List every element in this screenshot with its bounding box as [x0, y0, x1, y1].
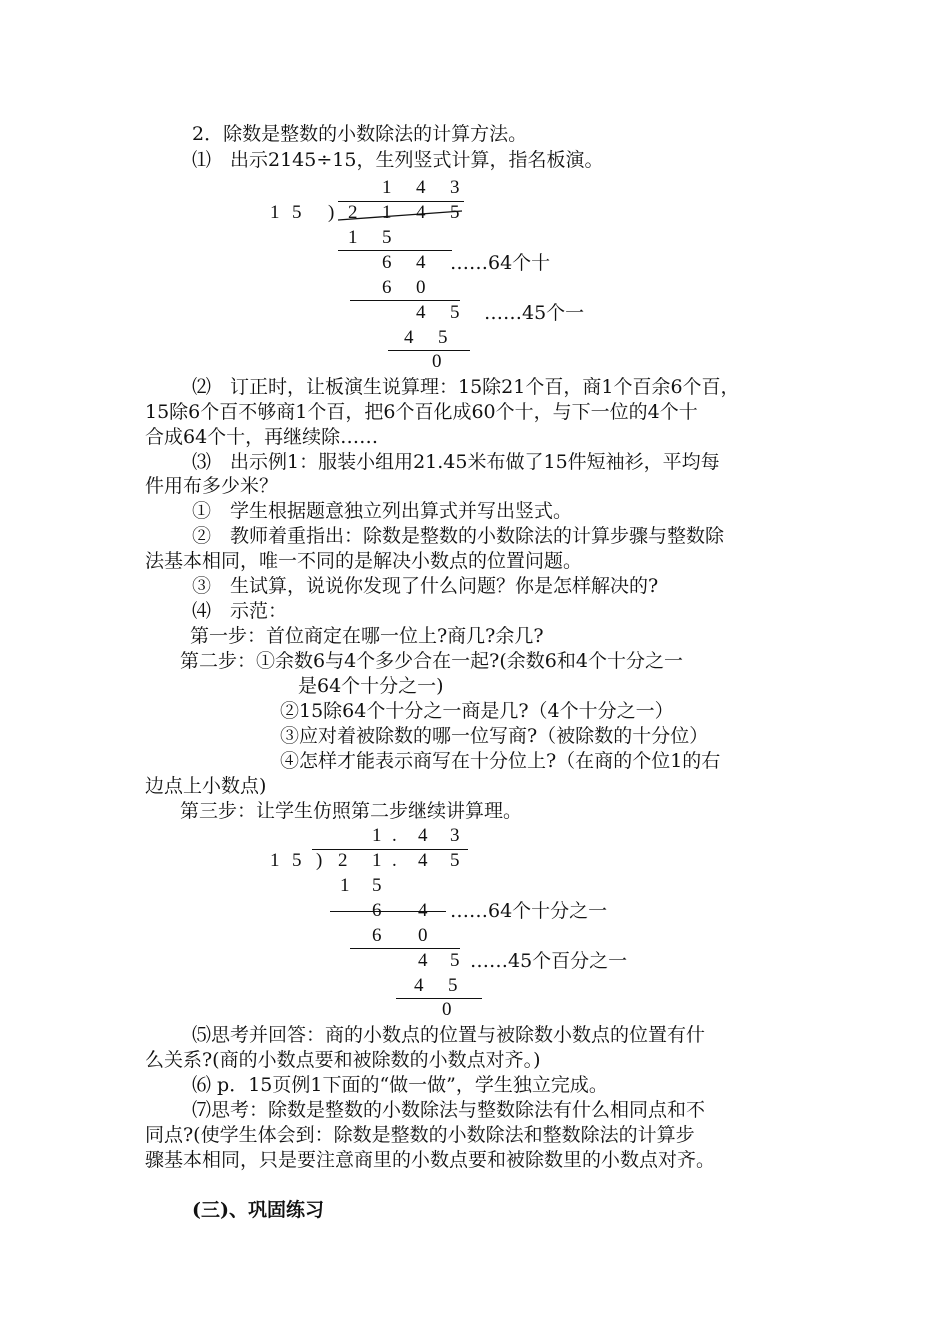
subtraction-line	[350, 300, 460, 301]
step-5-text: ⑸思考并回答：商的小数点的位置与被除数小数点的位置有什	[192, 1024, 706, 1046]
quotient-digit: 3	[450, 177, 460, 198]
step-2-text: 15除6个百不够商1个百，把6个百化成60个十，与下一位的4个十	[145, 401, 698, 423]
step-7-text: 同点?(使学生体会到：除数是整数的小数除法和整数除法的计算步	[145, 1124, 695, 1146]
division-bracket: )	[328, 202, 335, 223]
step-5-text: 么关系?(商的小数点要和被除数的小数点对齐。)	[145, 1049, 541, 1071]
remainder-digit: 5	[450, 950, 460, 971]
subtrahend-digit: 5	[382, 227, 392, 248]
remainder-annotation: ……64个十	[450, 252, 551, 274]
second-step-text: ④怎样才能表示商写在十分位上?（在商的个位1的右	[280, 750, 721, 772]
section-heading: (三)、巩固练习	[192, 1199, 324, 1221]
sub-item-1: ① 学生根据题意独立列出算式并写出竖式。	[192, 500, 573, 522]
third-step-text: 第三步：让学生仿照第二步继续讲算理。	[180, 800, 523, 822]
subtrahend-digit: 5	[372, 875, 382, 896]
step-3-text: ⑶ 出示例1：服装小组用21.45米布做了15件短袖衫，平均每	[192, 451, 720, 473]
step-6-text: ⑹ p．15页例1下面的“做一做”，学生独立完成。	[192, 1074, 608, 1096]
remainder-annotation: ……64个十分之一	[450, 900, 608, 922]
dividend-digit: 2	[348, 202, 358, 223]
division-bracket: )	[316, 850, 323, 871]
step-7-text: ⑺思考：除数是整数的小数除法与整数除法有什么相同点和不	[192, 1099, 706, 1121]
remainder-digit: 5	[450, 302, 460, 323]
dividend-digit: 5	[450, 202, 460, 223]
quotient-digit: 3	[450, 825, 460, 846]
remainder-digit: 4	[416, 252, 426, 273]
final-remainder: 0	[442, 999, 452, 1020]
step-7-text: 骤基本相同，只是要注意商里的小数点要和被除数里的小数点对齐。	[145, 1149, 716, 1171]
subtraction-line	[396, 998, 482, 999]
sub-item-3: ③ 生试算，说说你发现了什么问题？你是怎样解决的?	[192, 575, 659, 597]
subtrahend-digit: 5	[438, 327, 448, 348]
remainder-annotation: ……45个百分之一	[470, 950, 628, 972]
subtrahend-digit: 4	[414, 975, 424, 996]
step-2-text: 合成64个十，再继续除……	[145, 426, 379, 448]
subtrahend-digit: 5	[448, 975, 458, 996]
dividend-digit: .	[392, 850, 397, 871]
remainder-digit: 6	[372, 900, 382, 921]
step-1-text: ⑴ 出示2145÷15，生列竖式计算，指名板演。	[192, 149, 604, 171]
subtraction-line	[338, 250, 452, 251]
second-step-text: ②15除64个十分之一商是几?（4个十分之一）	[280, 700, 674, 722]
second-step-text: ③应对着被除数的哪一位写商?（被除数的十分位）	[280, 725, 709, 747]
divisor-digit: 5	[292, 202, 302, 223]
sub-item-2: 法基本相同，唯一不同的是解决小数点的位置问题。	[145, 550, 583, 572]
remainder-digit: 6	[382, 252, 392, 273]
quotient-digit: 1	[372, 825, 382, 846]
divisor-digit: 1	[270, 202, 280, 223]
quotient-digit: 1	[382, 177, 392, 198]
remainder-digit: 4	[416, 302, 426, 323]
remainder-digit: 4	[418, 950, 428, 971]
subtrahend-digit: 0	[418, 925, 428, 946]
dividend-digit: 4	[418, 850, 428, 871]
sub-item-2: ② 教师着重指出：除数是整数的小数除法的计算步骤与整数除	[192, 525, 725, 547]
divisor-digit: 1	[270, 850, 280, 871]
quotient-digit: 4	[418, 825, 428, 846]
second-step-text: 边点上小数点)	[145, 775, 267, 797]
subtraction-line	[330, 911, 446, 912]
divisor-digit: 5	[292, 850, 302, 871]
second-step-text: 第二步：①余数6与4个多少合在一起?(余数6和4个十分之一	[180, 650, 683, 672]
subtrahend-digit: 0	[416, 277, 426, 298]
step-3-text: 件用布多少米？	[145, 475, 279, 497]
strikethrough-mark	[338, 201, 464, 225]
subtraction-line	[350, 948, 460, 949]
section-2-title: 2．除数是整数的小数除法的计算方法。	[192, 123, 528, 145]
final-remainder: 0	[432, 351, 442, 372]
dividend-digit: 5	[450, 850, 460, 871]
division-bar	[312, 849, 468, 850]
quotient-digit: 4	[416, 177, 426, 198]
quotient-digit: .	[392, 825, 397, 846]
dividend-digit: 2	[338, 850, 348, 871]
subtraction-line	[388, 350, 470, 351]
remainder-annotation: ……45个一	[484, 302, 585, 324]
step-4-text: ⑷ 示范：	[192, 600, 288, 622]
subtrahend-digit: 6	[372, 925, 382, 946]
dividend-digit: 1	[382, 202, 392, 223]
remainder-digit: 4	[418, 900, 428, 921]
subtrahend-digit: 1	[348, 227, 358, 248]
subtrahend-digit: 1	[340, 875, 350, 896]
subtrahend-digit: 6	[382, 277, 392, 298]
first-step-text: 第一步：首位商定在哪一位上?商几?余几?	[190, 625, 544, 647]
second-step-text: 是64个十分之一)	[298, 675, 444, 697]
dividend-digit: 4	[416, 202, 426, 223]
step-2-text: ⑵ 订正时，让板演生说算理：15除21个百，商1个百余6个百，	[192, 376, 740, 398]
dividend-digit: 1	[372, 850, 382, 871]
subtrahend-digit: 4	[404, 327, 414, 348]
